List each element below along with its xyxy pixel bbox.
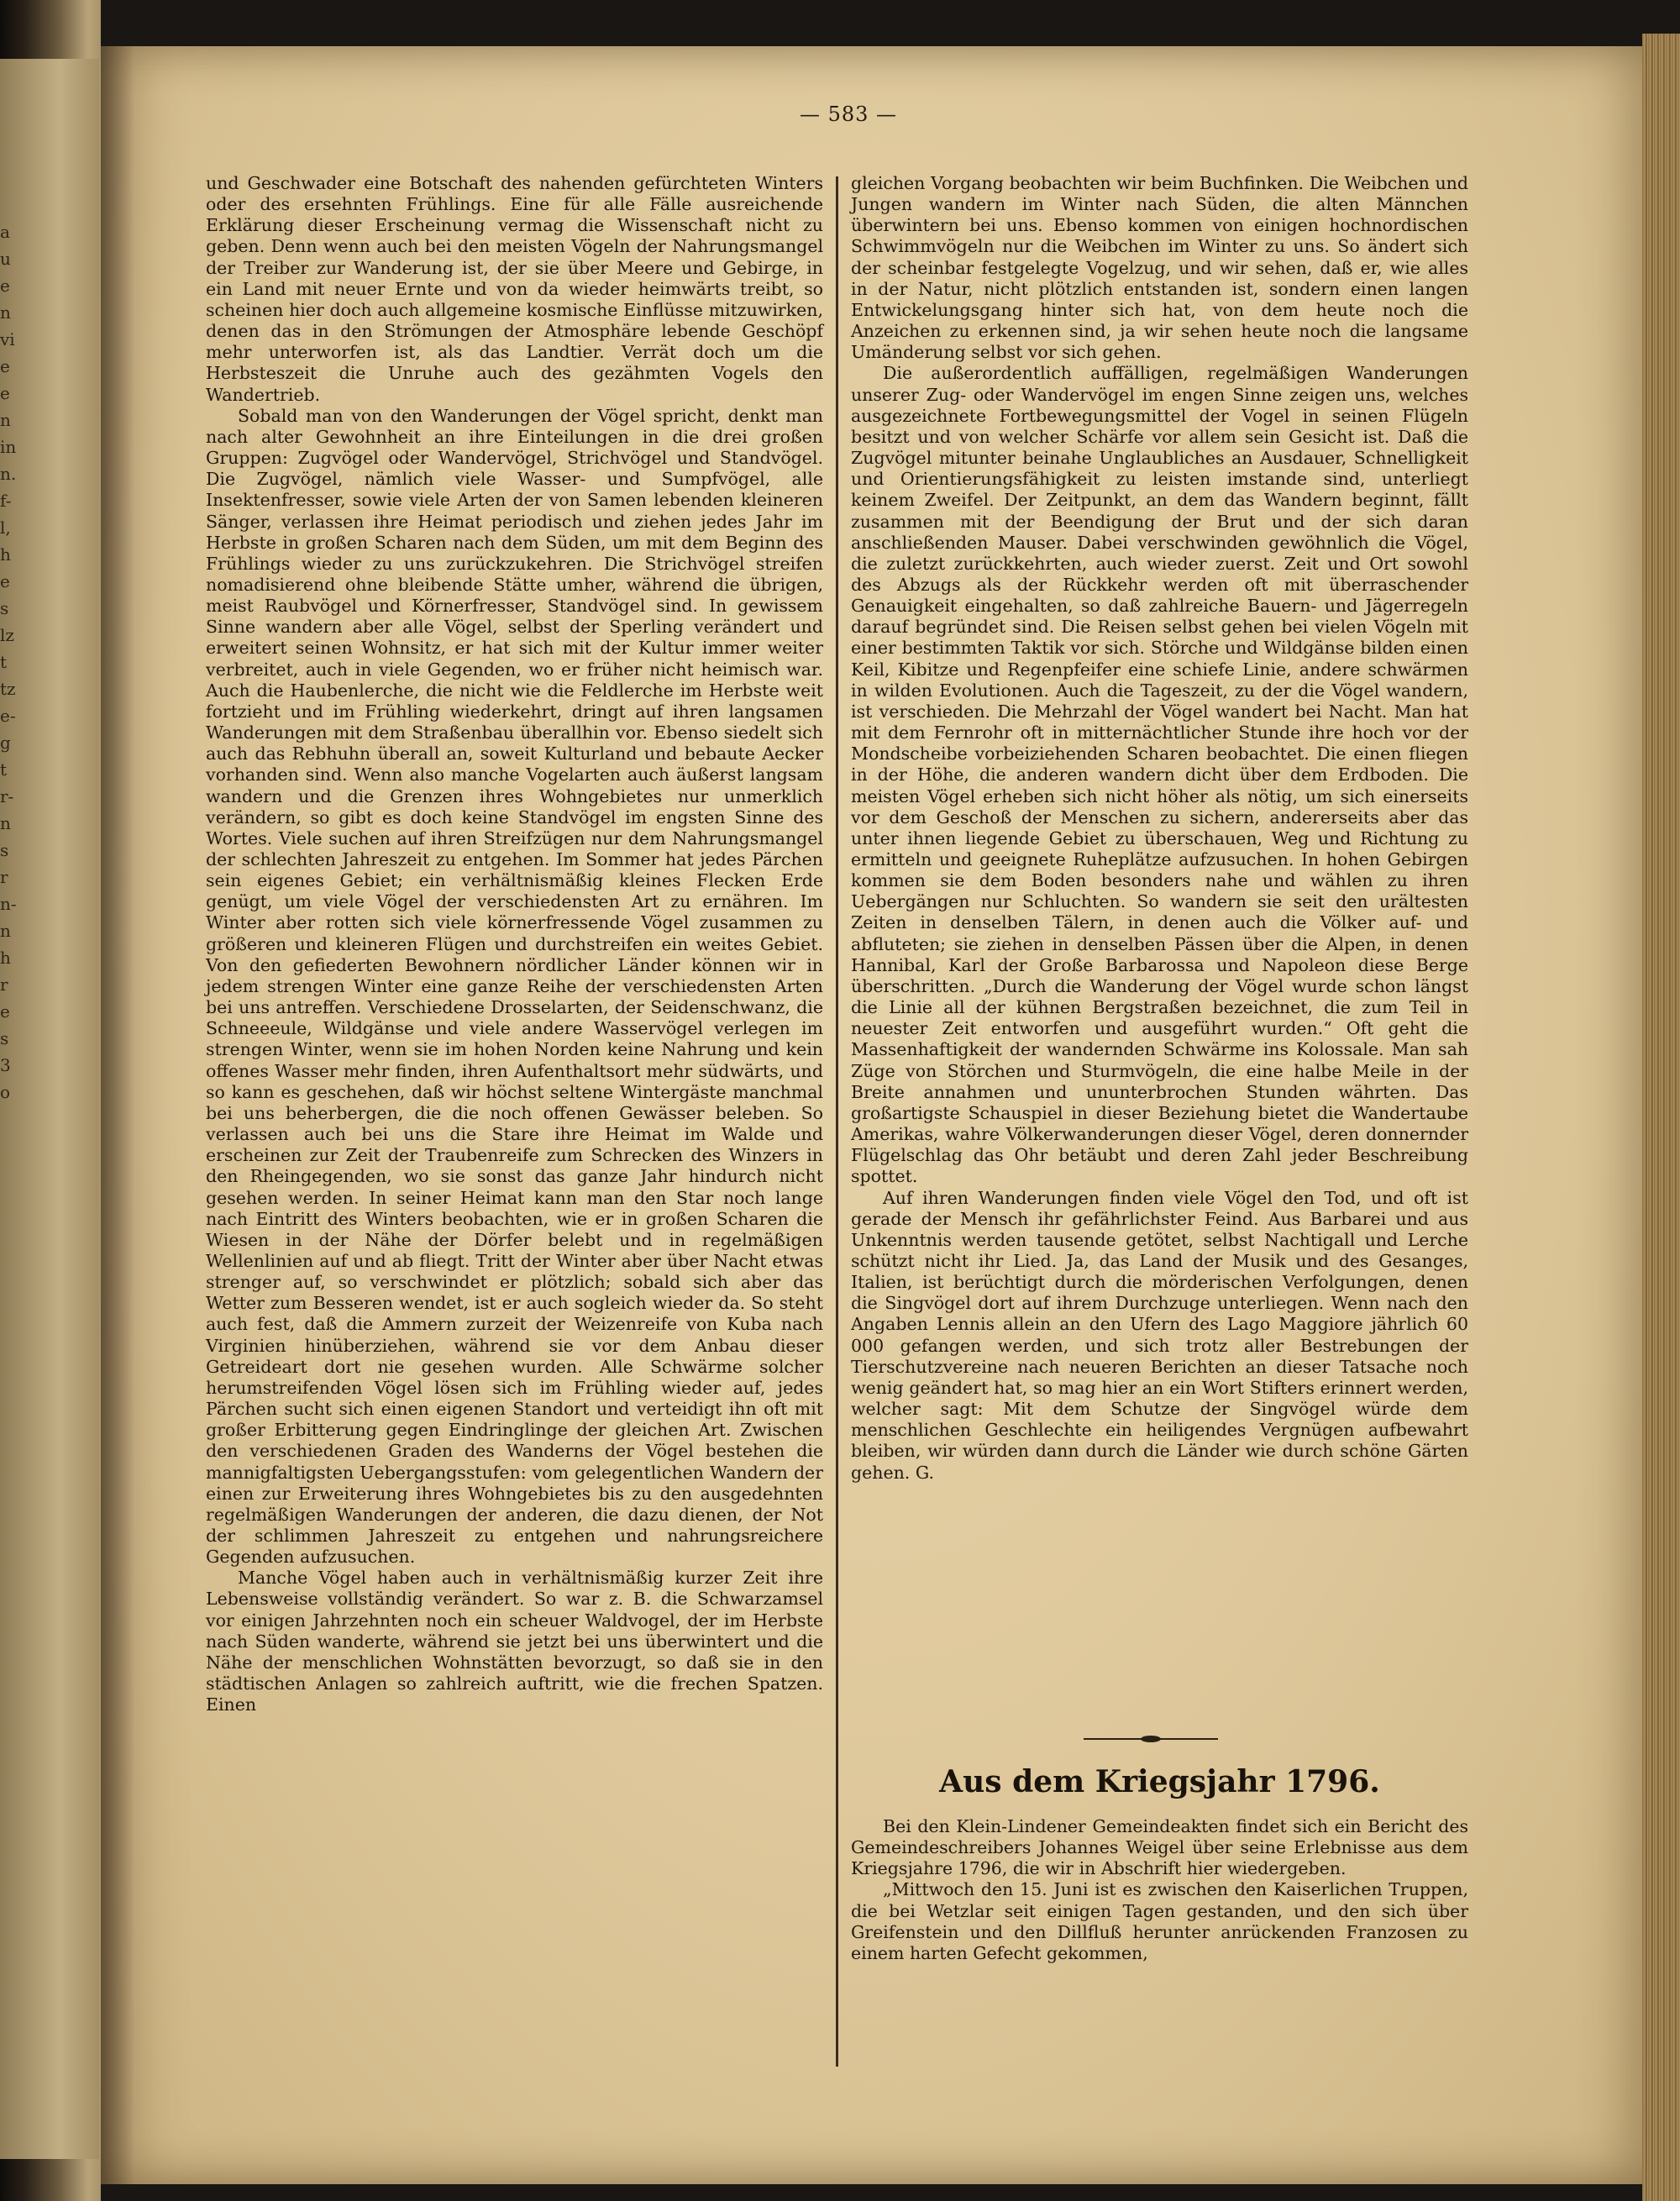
paragraph: Auf ihren Wanderungen finden viele Vögel den Tod, und oft ist gerade der Mensch ihr gefährlichster Feind. Aus Barbarei und aus Unkenntnis werden tausende getötet, selbst Nachtigall und Lerche schützt nicht ihr Lied. Ja, das Land der Musik und des Gesanges, Italien, ist berüchtigt durch die mörderischen Verfolgungen, denen die Singvögel dort auf ihrem Durchzuge unterliegen. Wenn nach den Angaben Lennis allein an den Ufern des Lago Maggiore jährlich 60 000 gefangen werden, und sich trotz aller Bestrebungen der Tierschutzvereine nach neueren Berichten an dieser Tatsache noch wenig geändert hat, so mag hier an ein Wort Stifters erinnert werden, welcher sagt: Mit dem Schutze der Singvögel würde dem menschlichen Geschlechte ein heiligendes Vergnügen aufbewahrt bleiben, wir würden dann durch die Länder wie durch schöne Gärten gehen. G. — [851, 1187, 1468, 1483]
section-heading: Aus dem Kriegsjahr 1796. — [939, 1764, 1380, 1799]
paragraph: Sobald man von den Wanderungen der Vögel spricht, denkt man nach alter Gewohnheit an ihre Einteilungen in die drei großen Gruppen: Zugvögel oder Wandervögel, Strichvögel und Standvögel. Die Zugvögel, nämlich viele Wasser- und Sumpfvögel, alle Insektenfresser, sowie viele Arten der von Samen lebenden kleineren Sänger, verlassen ihre Heimat periodisch und ziehen jedes Jahr im Herbste in großen Scharen nach dem Süden, um mit dem Beginn des Frühlings wieder zu uns zurückzukehren. Die Strichvögel streifen nomadisierend ohne bleibende Stätte umher, während die übrigen, meist Raubvögel und Körnerfresser, Standvögel sind. In gewissem Sinne wandern aber alle Vögel, selbst der Sperling verändert und erweitert seinen Wohnsitz, er hat sich mit der Kultur immer weiter verbreitet, auch in viele Gegenden, wo er früher nicht heimisch war. Auch die Haubenlerche, die nicht wie die Feldlerche im Herbste weit fortzieht und im Frühling wiederkehrt, dringt auf ihren langsamen Wanderungen mit dem Straßenbau überallhin vor. Ebenso siedelt sich auch das Rebhuhn überall an, soweit Kulturland und bebaute Aecker vorhanden sind. Wenn also manche Vogelarten auch äußerst langsam wandern und die Grenzen ihres Wohngebietes nur unmerklich verändern, so gibt es doch keine Standvögel im engsten Sinne des Wortes. Viele suchen auf ihren Streifzügen nur dem Nahrungsmangel der schlechten Jahreszeit zu entgehen. Im Sommer hat jedes Pärchen sein eigenes Gebiet; ein verhältnismäßig kleines Flecken Erde genügt, um viele Vögel der verschiedensten Art zu ernähren. Im Winter aber rotten sich viele körnerfressende Vögel zusammen zu größeren und kleineren Flügen und durchstreifen ein weites Gebiet. Von den gefiederten Bewohnern nördlicher Länder können wir in jedem strengen Winter eine ganze Reihe der verschiedensten Arten bei uns antreffen. Verschiedene Drosselarten, der Seidenschwanz, die Schneeeule, Wildgänse und viele andere Wasservögel verlegen im strengen Winter, wenn sie im hohen Norden keine Nahrung und kein offenes Wasser mehr finden, ihren Aufenthaltsort mehr südwärts, und so kann es geschehen, daß wir höchst seltene Wintergäste manchmal bei uns beherbergen, die die noch offenen Gewässer beleben. So verlassen auch bei uns die Stare ihre Heimat im Walde und erscheinen zur Zeit der Traubenreife zum Schrecken des Winzers in den Rheingegenden, wo sie sonst das ganze Jahr hindurch nicht gesehen werden. In seiner Heimat kann man den Star noch lange nach Eintritt des Winters beobachten, wie er in großen Scharen die Wiesen in der Nähe der Dörfer belebt und in regelmäßigen Wellenlinien auf und ab fliegt. Tritt der Winter aber über Nacht etwas strenger auf, so verschwindet er plötzlich; sobald sich aber das Wetter zum Besseren wendet, ist er auch sogleich wieder da. So steht auch fest, daß die Ammern zurzeit der Weizenreife von Kuba nach Virginien hinüberziehen, während sie vor dem Anbau dieser Getreideart dort nie gesehen wurden. Alle Schwärme solcher herumstreifenden Vögel lösen sich im Frühling wieder auf, jedes Pärchen sucht sich einen eigenen Standort und verteidigt ihn oft mit großer Erbitterung gegen Eindringlinge der gleichen Art. Zwischen den verschiedenen Graden des Wanderns der Vögel bestehen die mannigfaltigsten Uebergangsstufen: vom gelegentlichen Wandern der einen zur Erweiterung ihres Wohngebietes bis zu den ausgedehnten regelmäßigen Wanderungen der anderen, die dazu dienen, der Not der schlimmen Jahreszeit zu entgehen und nahrungsreichere Gegenden aufzusuchen. — [206, 405, 823, 1568]
previous-page-margin — [0, 59, 99, 2159]
paragraph: Bei den Klein-Lindener Gemeindeakten findet sich ein Bericht des Gemeindeschreibers Johannes Weigel über seine Erlebnisse aus dem Kriegsjahre 1796, die wir in Abschrift hier wiedergeben. — [851, 1816, 1468, 1879]
paragraph: und Geschwader eine Botschaft des nahenden gefürchteten Winters oder des ersehnten Frühlings. Eine für alle Fälle ausreichende Erklärung dieser Erscheinung vermag die Wissenschaft nicht zu geben. Denn wenn auch bei den meisten Vögeln der Nahrungsmangel der Treiber zur Wanderung ist, der sie über Meere und Gebirge, in ein Land mit neuer Ernte und von da wieder heimwärts treibt, so scheinen hier doch auch allgemeine kosmische Einflüsse mitzuwirken, denen das in den Strömungen der Atmosphäre lebende Geschöpf mehr unterworfen ist, als das Landtier. Verrät doch um die Herbsteszeit die Unruhe auch des gezähmten Vogels den Wandertrieb. — [206, 173, 823, 405]
page-number: — 583 — — [799, 102, 898, 126]
paragraph: „Mittwoch den 15. Juni ist es zwischen den Kaiserlichen Truppen, die bei Wetzlar seit einigen Tagen gestanden, und den sich über Greifenstein und den Dillfluß herunter anrückenden Franzosen zu einem harten Gefecht gekommen, — [851, 1879, 1468, 1963]
paragraph: gleichen Vorgang beobachten wir beim Buchfinken. Die Weibchen und Jungen wandern im Winter nach Süden, die alten Männchen überwintern bei uns. Ebenso kommen von einigen hochnordischen Schwimmvögeln nur die Weibchen im Winter zu uns. So ändert sich der scheinbar festgelegte Vogelzug, und wir sehen, daß er, wie alles in der Natur, nicht plötzlich entstanden ist, sondern einen langen Entwickelungsgang hinter sich hat, von dem heute noch die Anzeichen zu erkennen sind, ja wir sehen heute noch die langsame Umänderung selbst vor sich gehen. — [851, 173, 1468, 363]
paragraph: Die außerordentlich auffälligen, regelmäßigen Wanderungen unserer Zug- oder Wandervögel im engen Sinne zeigen uns, welches ausgezeichnete Fortbewegungsmittel der Vogel in seinen Flügeln besitzt und von welcher Schärfe vor allem sein Gesicht ist. Daß die Zugvögel mitunter beinahe Unglaubliches an Ausdauer, Schnelligkeit und Orientierungsfähigkeit zu leisten imstande sind, unterliegt keinem Zweifel. Der Zeitpunkt, an dem das Wandern beginnt, fällt zusammen mit der Beendigung der Brut und der sich daran anschließenden Mauser. Dabei verschwinden gewöhnlich die Vögel, die zuletzt zurückkehrten, auch wieder zuerst. Zeit und Ort sowohl des Abzugs als der Rückkehr werden oft mit überraschender Genauigkeit eingehalten, so daß zahlreiche Bauern- und Jägerregeln darauf begründet sind. Die Reisen selbst gehen bei vielen Vögeln mit einer bestimmten Taktik vor sich. Störche und Wildgänse bilden einen Keil, Kibitze und Regenpfeifer eine schiefe Linie, andere schwärmen in wilden Evolutionen. Auch die Tageszeit, zu der die Vögel wandern, ist verschieden. Die Mehrzahl der Vögel wandert bei Nacht. Man hat mit dem Fernrohr oft in mitternächtlicher Stunde ihre hoch vor der Mondscheibe vorbeiziehenden Scharen beobachtet. Die einen fliegen in der Höhe, die anderen wandern dicht über dem Erdboden. Die meisten Vögel erheben sich nicht höher als nötig, um sich einerseits vor dem Geschoß der Menschen zu sichern, andererseits aber das unter ihnen liegende Gebiet zu überschauen, Weg und Richtung zu ermitteln und geeignete Ruheplätze aufzusuchen. In hohen Gebirgen kommen sie dem Boden besonders nahe und wählen zu ihren Uebergängen nur Schluchten. So wandern sie seit den urältesten Zeiten in denselben Tälern, in denen auch die Völker auf- und abfluteten; sie ziehen in denselben Pässen über die Alpen, in denen Hannibal, Karl der Große Barbarossa und Napoleon diese Berge überschritten. „Durch die Wanderung der Vögel wurde schon längst die Linie all der kühnen Bergstraßen bezeichnet, die zum Teil in neuester Zeit entworfen und ausgeführt wurden.“ Oft geht die Massenhaftigkeit der wandernden Schwärme ins Kolossale. Man sah Züge von Störchen und Sturmvögeln, die eine halbe Meile in der Breite annahmen und ununterbrochen Stunden währten. Das großartigste Schauspiel in dieser Beziehung bietet die Wandertaube Amerikas, wahre Völkerwanderungen dieser Vögel, deren donnernder Flügelschlag das Ohr betäubt und deren Zahl jeder Beschreibung spottet. — [851, 363, 1468, 1187]
section-divider-ornament — [1084, 1736, 1218, 1742]
gutter-shadow — [101, 46, 134, 2184]
previous-page-cut-text: au en vie en in n. f- l, h e s lz t tz e- g t r- n s r n- n h r e s 3 o — [0, 222, 17, 1102]
right-column — [851, 173, 1468, 1484]
section-body — [851, 1816, 1468, 1964]
paragraph: Manche Vögel haben auch in verhältnismäßig kurzer Zeit ihre Lebensweise vollständig verändert. So war z. B. die Schwarzamsel vor einigen Jahrzehnten noch ein scheuer Waldvogel, der im Herbste nach Süden wanderte, während sie jetzt bei uns überwintert und die Nähe der menschlichen Wohnstätten bevorzugt, so daß sie in den städtischen Anlagen so zahlreich auftritt, wie die frechen Spatzen. Einen — [206, 1568, 823, 1715]
column-rule — [836, 176, 838, 2067]
page-stack-edges — [1642, 34, 1680, 2201]
left-column — [206, 173, 823, 2021]
